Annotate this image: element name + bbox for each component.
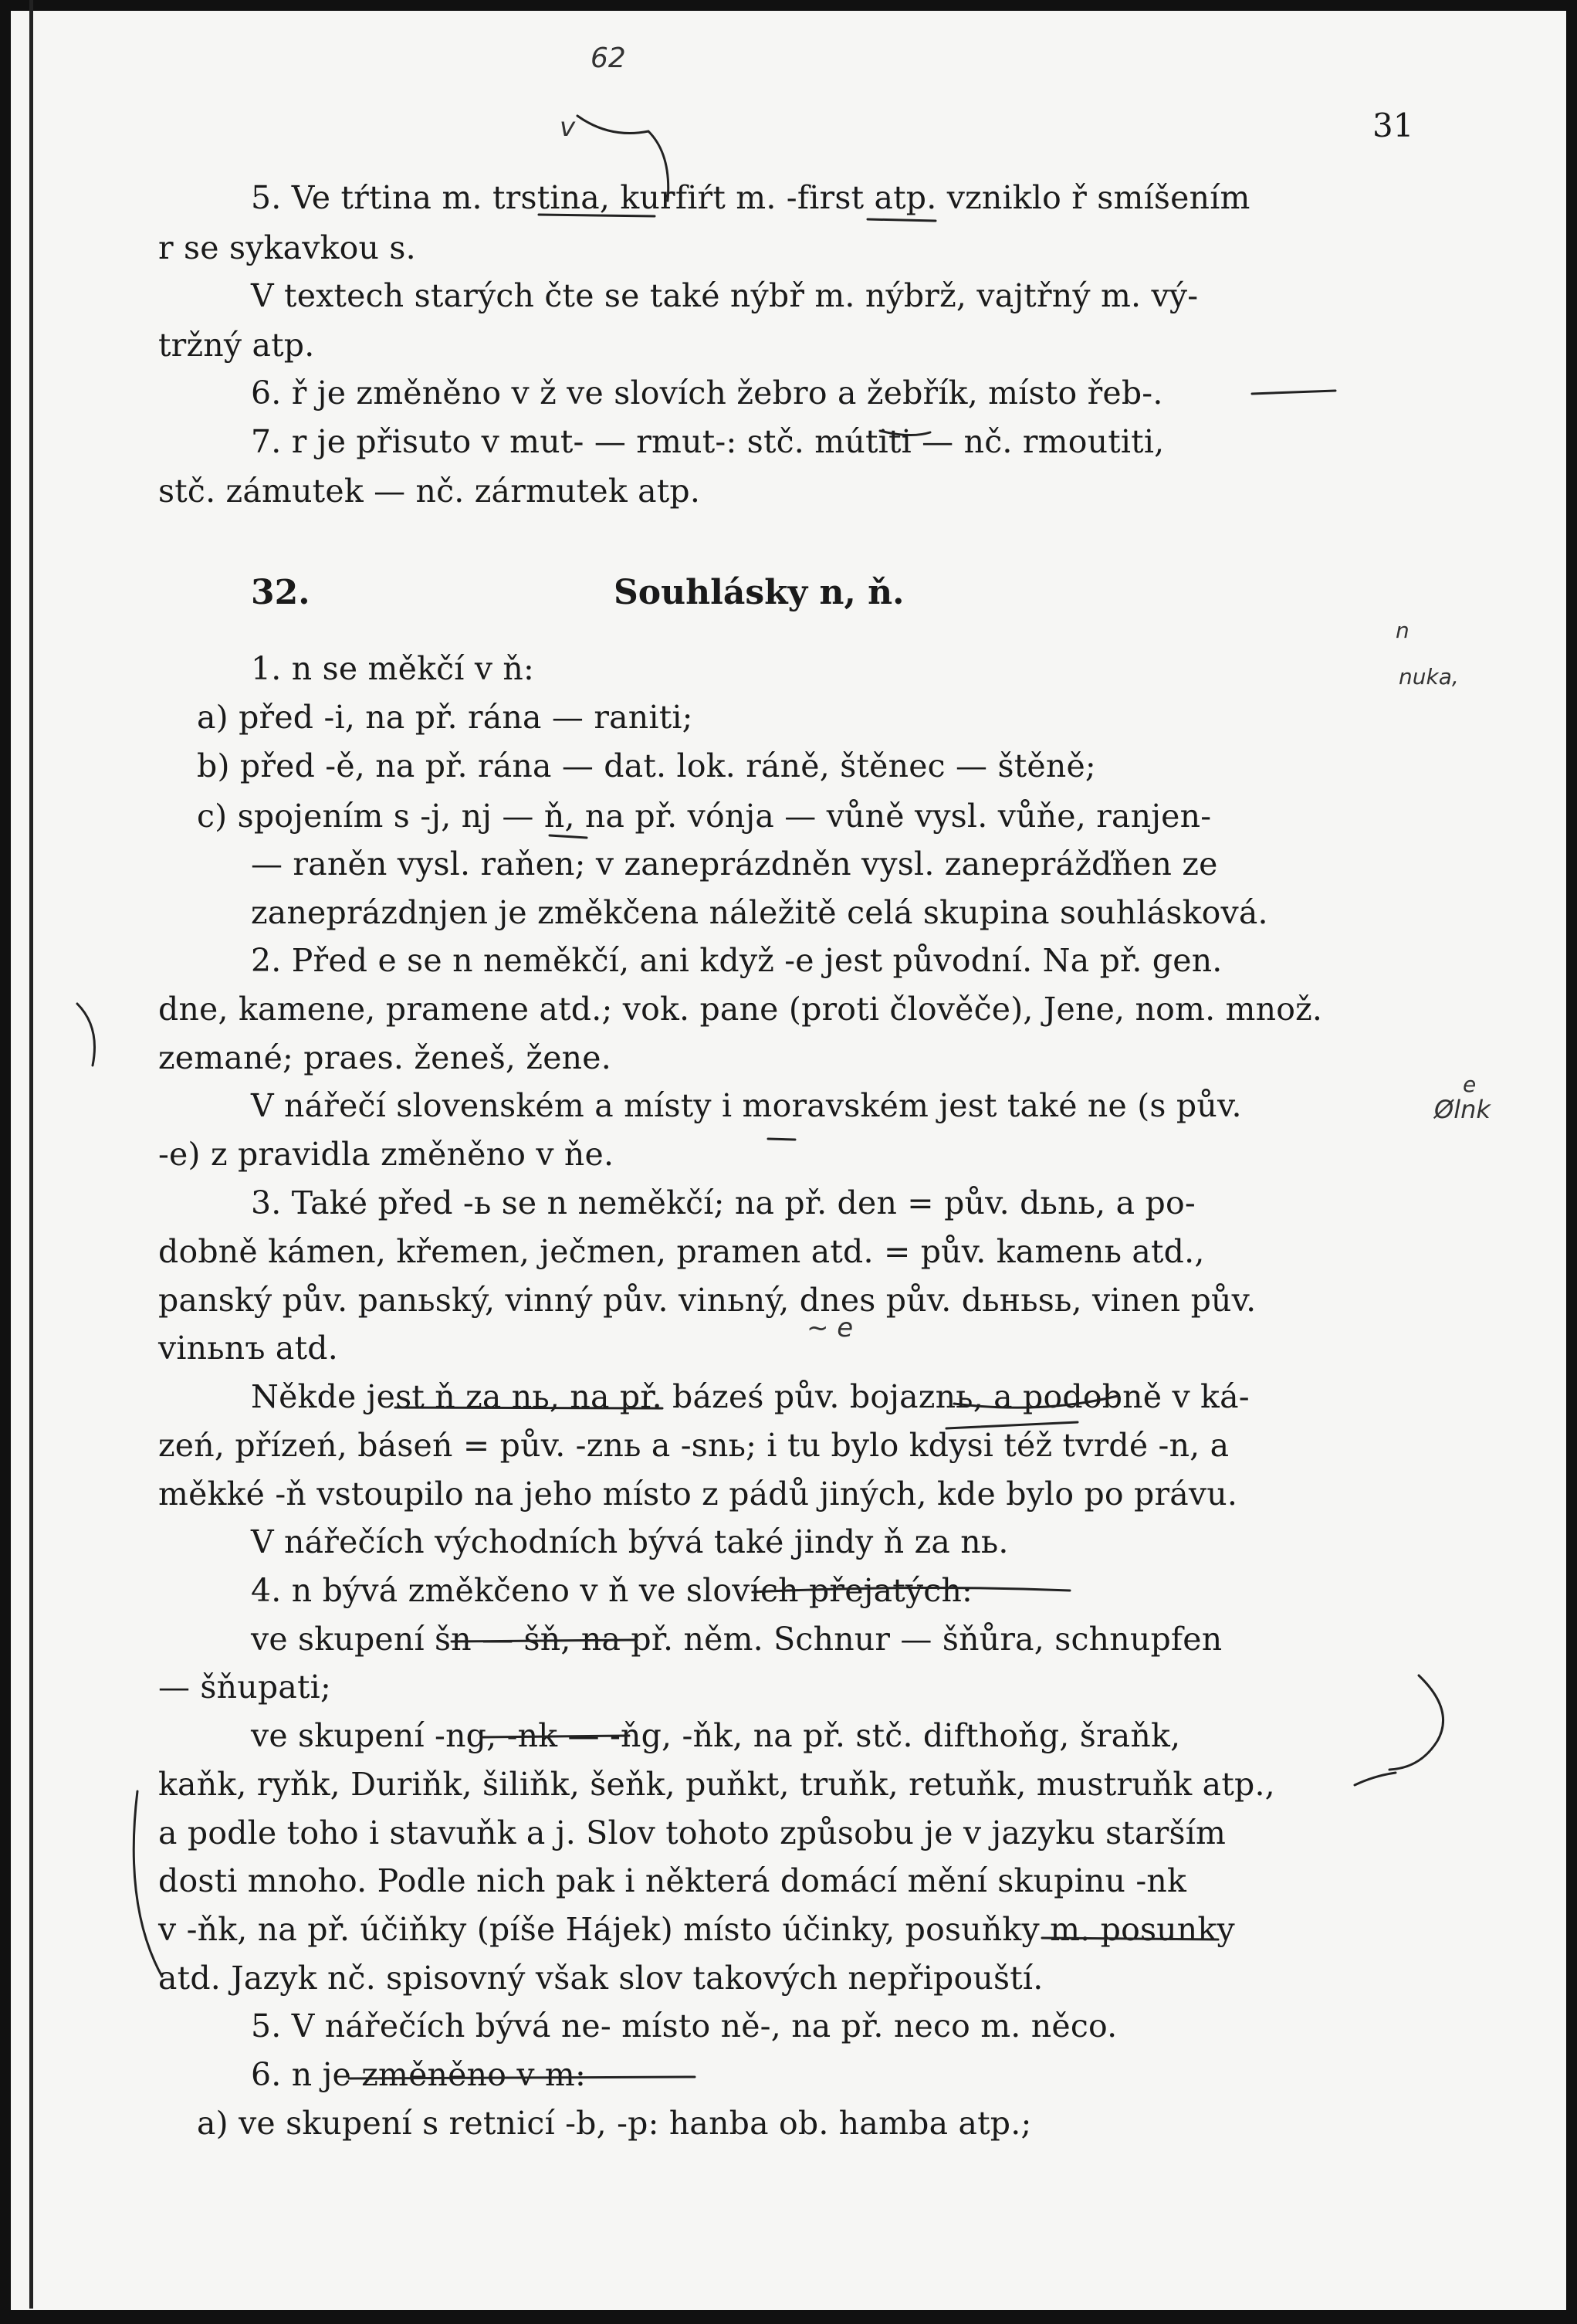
text-line: -e) z pravidla změněno v ňe. <box>158 1136 614 1173</box>
margin-note: nuka, <box>1399 664 1459 689</box>
book-spine-edge <box>29 0 33 2309</box>
margin-note: n <box>1396 618 1409 643</box>
handwritten-note: v <box>560 112 576 143</box>
list-item: a) ve skupení s retnicí -b, -p: hanba ob. hamba atp.; <box>197 2105 1032 2142</box>
text-line: 1. n se měkčí v ň: <box>251 650 535 687</box>
margin-stroke <box>77 1004 95 1065</box>
text-line: 6. ř je změněno v ž ve slovích žebro a žebřík, místo řeb-. <box>251 374 1163 412</box>
list-item: a) před -i, na př. rána — raniti; <box>197 699 693 736</box>
underline <box>550 835 587 838</box>
page-number: 31 <box>1372 107 1414 144</box>
text-line: — šňupati; <box>158 1668 331 1706</box>
margin-note: Ølnk <box>1434 1095 1491 1124</box>
scan-border-left <box>0 0 11 2324</box>
text-line: zaneprázdnjen je změkčena náležitě celá skupina souhlásková. <box>251 894 1268 931</box>
underline <box>1252 391 1335 394</box>
scan-border-bottom <box>0 2310 1577 2324</box>
scan-border-right <box>1566 0 1577 2324</box>
text-line: V nářečí slovenském a místy i moravském jest také ne (s pův. <box>251 1087 1242 1124</box>
text-line: 4. n bývá změkčeno v ň ve slovích přejatých: <box>251 1572 973 1609</box>
text-line: r se sykavkou s. <box>158 229 416 266</box>
list-item: b) před -ě, na př. rána — dat. lok. ráně, štěnec — štěně; <box>197 747 1096 784</box>
underline <box>768 1139 795 1140</box>
handwritten-note: ~ e <box>807 1313 854 1343</box>
text-line: 7. r je přisuto v mut- — rmut-: stč. mútiti — nč. rmoutiti, <box>251 423 1165 460</box>
text-line: Někde jest ň za nь, na př. báześ pův. bojaznь, a podobně v ká- <box>251 1378 1250 1415</box>
text-line: 6. n je změněno v m: <box>251 2056 587 2093</box>
text-line: vinьnъ atd. <box>158 1330 338 1367</box>
pencil-bracket <box>1355 1773 1396 1785</box>
text-line: dobně kámen, křemen, ječmen, pramen atd. = pův. kamenь atd., <box>158 1233 1205 1270</box>
handwritten-note: 62 <box>591 42 626 74</box>
text-line: 5. V nářečích bývá ne- místo ně-, na př. neco m. něco. <box>251 2007 1118 2045</box>
text-line: 3. Také před -ь se n neměkčí; na př. den = pův. dьnь, a po- <box>251 1184 1196 1221</box>
text-line: zeń, přízeń, báseń = pův. -znь a -snь; i tu bylo kdysi též tvrdé -n, a <box>158 1427 1230 1464</box>
margin-note: e <box>1463 1072 1477 1097</box>
text-line: atd. Jazyk nč. spisovný však slov takových nepřipouští. <box>158 1960 1044 1997</box>
text-line: ve skupení -ng, -nk — -ňg, -ňk, na př. stč. difthoňg, šraňk, <box>251 1717 1181 1754</box>
text-line: stč. zámutek — nč. zármutek atp. <box>158 473 701 510</box>
text-line: dosti mnoho. Podle nich pak i některá domácí mění skupinu -nk <box>158 1862 1187 1899</box>
text-line: ve skupení šn — šň, na př. něm. Schnur — šňůra, schnupfen <box>251 1621 1223 1658</box>
text-line: tržný atp. <box>158 327 315 364</box>
text-line: 2. Před e se n neměkčí, ani když -e jest původní. Na př. gen. <box>251 942 1223 979</box>
section-number: 32. <box>251 573 310 612</box>
text-line: kaňk, ryňk, Duriňk, šiliňk, šeňk, puňkt, truňk, retuňk, mustruňk atp., <box>158 1766 1275 1803</box>
text-line: v -ňk, na př. účiňky (píše Hájek) místo účinky, posuňky m. posunky <box>158 1911 1235 1948</box>
text-line: V textech starých čte se také nýbř m. nýbrž, vajtřný m. vý- <box>251 277 1199 314</box>
underline <box>868 219 936 221</box>
text-line: měkké -ň vstoupilo na jeho místo z pádů jiných, kde bylo po právu. <box>158 1475 1238 1513</box>
text-line: 5. Ve tŕtina m. trstina, kurfiŕt m. -first atp. vzniklo ř smíšením <box>251 179 1250 216</box>
pencil-bracket <box>1389 1675 1443 1770</box>
list-item: c) spojením s -j, nj — ň, na př. vónja — vůně vysl. vůňe, ranjen- <box>197 798 1212 835</box>
text-line: a podle toho i stavuňk a j. Slov tohoto způsobu je v jazyku starším <box>158 1814 1227 1851</box>
scan-border-top <box>0 0 1577 11</box>
section-title: Souhlásky n, ň. <box>614 573 905 612</box>
text-line: panský pův. panьský, vinný pův. vinьný, dnes pův. dьньsь, vinen pův. <box>158 1282 1257 1319</box>
text-line: dne, kamene, pramene atd.; vok. pane (proti člověče), Jene, nom. množ. <box>158 991 1323 1028</box>
text-line: V nářečích východních bývá také jindy ň za nь. <box>251 1523 1009 1560</box>
text-line: zemané; praes. ženeš, žene. <box>158 1039 611 1076</box>
text-line: — raněn vysl. raňen; v zaneprázdněn vysl. zaneprážďňen ze <box>251 845 1218 883</box>
